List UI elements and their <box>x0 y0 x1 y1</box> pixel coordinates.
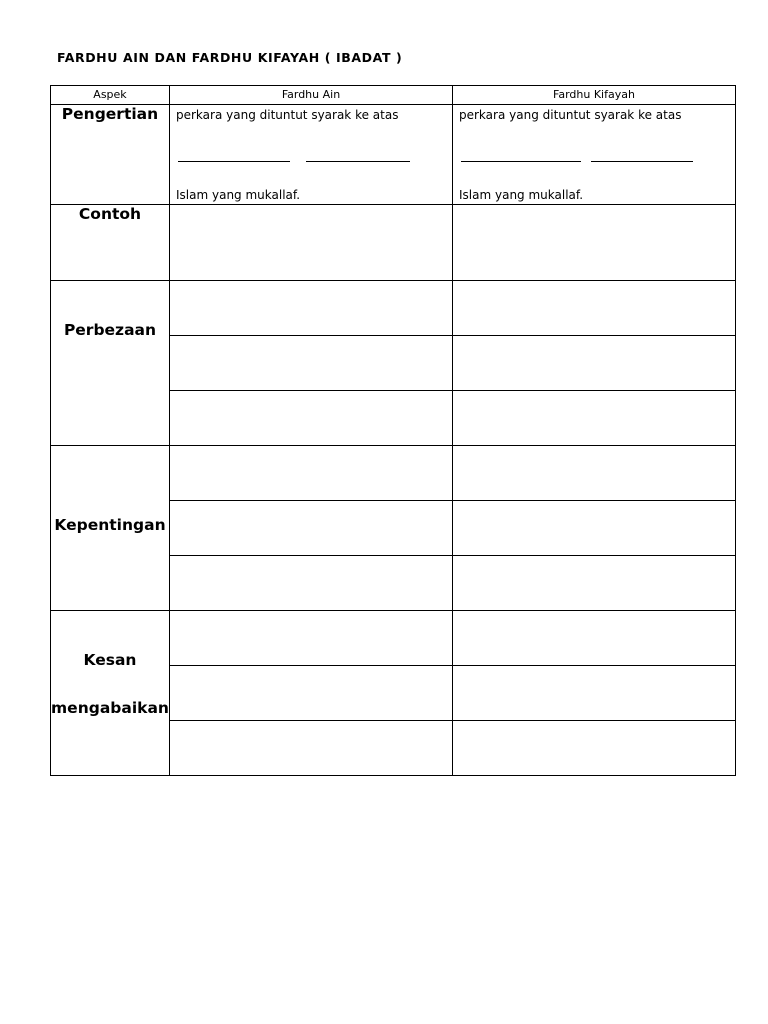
answer-cell[interactable] <box>453 556 736 611</box>
aspect-kesan <box>51 611 170 776</box>
answer-cell[interactable] <box>453 446 736 501</box>
answer-cell[interactable] <box>453 721 736 776</box>
answer-cell[interactable] <box>453 281 736 336</box>
aspect-perbezaan: Perbezaan <box>51 281 170 446</box>
definition-ain-line3: Islam yang mukallaf. <box>176 188 301 202</box>
row-contoh <box>51 205 736 281</box>
answer-cell[interactable] <box>170 205 453 281</box>
definition-kifayah-line1: perkara yang dituntut syarak ke atas <box>459 108 682 122</box>
answer-cell[interactable] <box>453 205 736 281</box>
aspect-kepentingan: Kepentingan <box>51 446 170 611</box>
header-fardhu-kifayah: Fardhu Kifayah <box>453 86 736 105</box>
answer-cell[interactable] <box>453 666 736 721</box>
answer-blank[interactable] <box>306 161 410 162</box>
aspect-pengertian: Pengertian <box>51 105 170 205</box>
definition-kifayah-line3: Islam yang mukallaf. <box>459 188 584 202</box>
worksheet-title: FARDHU AIN DAN FARDHU KIFAYAH ( IBADAT ) <box>57 50 403 65</box>
answer-blank[interactable] <box>178 161 290 162</box>
answer-cell[interactable] <box>170 666 453 721</box>
header-row <box>51 86 736 105</box>
answer-cell[interactable] <box>453 501 736 556</box>
aspect-kesan-line1: Kesan <box>83 651 137 669</box>
row-kesan <box>51 611 736 666</box>
answer-cell[interactable] <box>170 391 453 446</box>
aspect-kesan-label <box>51 651 169 717</box>
row-kepentingan <box>51 446 736 501</box>
answer-cell[interactable] <box>170 611 453 666</box>
answer-cell[interactable] <box>453 391 736 446</box>
answer-cell[interactable] <box>170 336 453 391</box>
aspect-contoh: Contoh <box>51 205 170 281</box>
answer-blank[interactable] <box>461 161 581 162</box>
answer-cell[interactable] <box>453 336 736 391</box>
row-pengertian <box>51 105 736 205</box>
answer-cell[interactable] <box>453 611 736 666</box>
definition-ain-line1: perkara yang dituntut syarak ke atas <box>176 108 399 122</box>
answer-cell[interactable] <box>170 281 453 336</box>
answer-cell[interactable] <box>170 556 453 611</box>
aspect-kesan-line2: mengabaikan <box>51 699 169 717</box>
answer-cell[interactable] <box>170 446 453 501</box>
header-fardhu-ain: Fardhu Ain <box>170 86 453 105</box>
definition-ain-cell[interactable] <box>170 105 453 205</box>
header-aspek: Aspek <box>51 86 170 105</box>
row-perbezaan <box>51 281 736 336</box>
answer-cell[interactable] <box>170 501 453 556</box>
worksheet-table <box>50 85 736 776</box>
answer-cell[interactable] <box>170 721 453 776</box>
answer-blank[interactable] <box>591 161 693 162</box>
definition-kifayah-cell[interactable] <box>453 105 736 205</box>
